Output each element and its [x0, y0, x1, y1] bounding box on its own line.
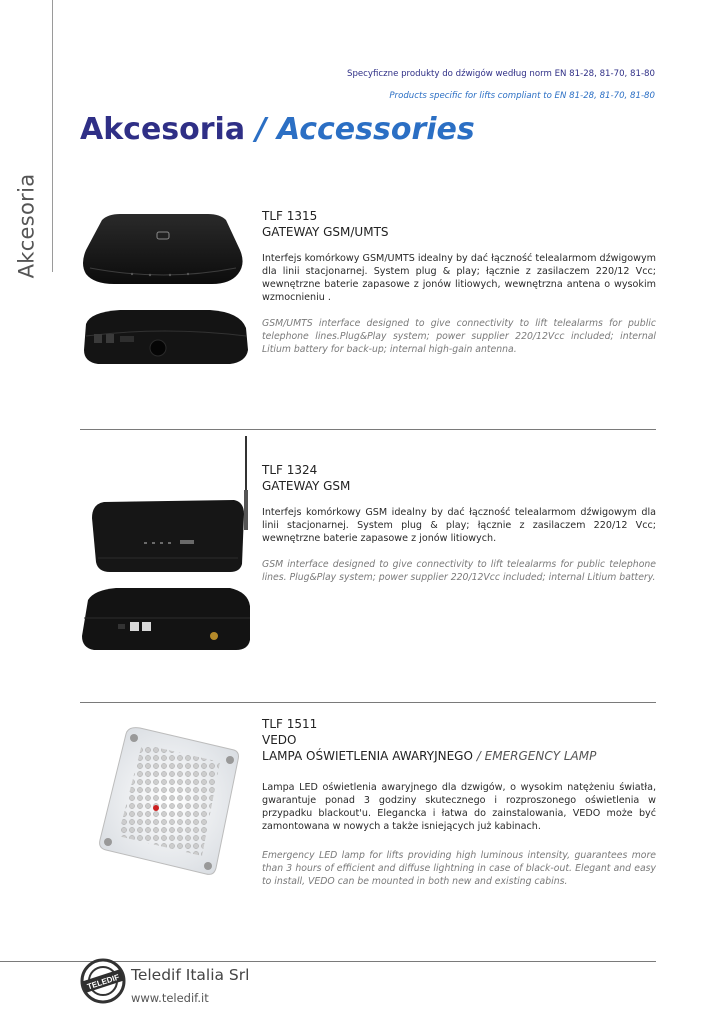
header-norms-en: Products specific for lifts compliant to EN 81-28, 81-70, 81-80 — [389, 91, 655, 101]
logo-text: TELEDIF — [86, 972, 121, 992]
product-description-pl: Lampa LED oświetlenia awaryjnego dla dzwigów, o wysokim natężeniu światła, gwarantuje ponad 3 godziny skutecznego i rozproszonego oświetlenia w przypadku blackout'u. Elegancka i łatwa do zainstalowania, VEDO może być zamontowana w nowych a także isniejących już kabinach. — [262, 782, 656, 832]
product-code: TLF 1324 — [262, 463, 318, 477]
product-subcode: VEDO — [262, 733, 297, 747]
product-name: GATEWAY GSM — [262, 479, 351, 493]
product-name-pl: LAMPA OŚWIETLENIA AWARYJNEGO — [262, 749, 473, 763]
product-section-tlf1511 — [262, 716, 656, 888]
product-name — [262, 748, 656, 764]
vertical-rule — [52, 0, 53, 272]
product-description-en: GSM interface designed to give connectivity to lift telealarms for public telephone lines. Plug&Play system; power supplier 220/12Vcc included; internal Litium battery. — [262, 559, 656, 583]
product-description-en: Emergency LED lamp for lifts providing high luminous intensity, guarantees more than 3 hours of efficient and diffuse lightning in case of black-out. Elegant and easy to install, VEDO can be mounted in both new and existing cabins. — [262, 850, 656, 887]
website-link[interactable]: www.teledif.it — [131, 991, 209, 1005]
product-name-en: / EMERGENCY LAMP — [476, 749, 597, 763]
header-norms-pl: Specyficzne produkty do dźwigów według norm EN 81-28, 81-70, 81-80 — [346, 69, 655, 79]
gateway-gsm-back-image — [80, 584, 254, 654]
page-title-pl: Akcesoria — [80, 112, 246, 147]
side-section-title — [2, 173, 50, 279]
product-description-pl: Interfejs komórkowy GSM idealny by dać łączność telealarmom dźwigowym dla linii stacjonarnej. System plug & play; łącznie z zasilaczem 220/12 Vcc; wewnętrzne baterie zapasowe z jonów litiowych. — [262, 507, 656, 544]
product-code: TLF 1511 — [262, 717, 318, 731]
product-description-pl: Interfejs komórkowy GSM/UMTS idealny by dać łączność telealarmom dźwigowym dla linii stacjonarnej. System plug & play; łącznie z zasilaczem 220/12 Vcc; wewnętrzne baterie zapasowe z jonów litiowych, wewnętrzna antena o wysokim wzmocnieniu . — [262, 253, 656, 303]
gateway-umts-back-image — [80, 306, 250, 368]
product-section-tlf1315 — [262, 208, 656, 356]
product-description-en: GSM/UMTS interface designed to give connectivity to lift telealarms for public telephone lines.Plug&Play system; power supplier 220/12Vcc included; internal Litium battery for back-up; internal high-gain antenna. — [262, 318, 656, 355]
company-name: Teledif Italia Srl — [131, 966, 250, 984]
section-divider — [80, 429, 656, 430]
page-title-en: / Accessories — [255, 112, 475, 147]
side-title-text: Akcesoria — [14, 173, 39, 279]
gateway-gsm-top-image — [88, 434, 254, 574]
product-section-tlf1324 — [262, 462, 656, 584]
section-divider — [80, 702, 656, 703]
emergency-lamp-image — [96, 722, 242, 878]
teledif-logo-icon — [80, 958, 126, 1004]
gateway-umts-top-image — [80, 212, 246, 288]
product-code: TLF 1315 — [262, 209, 318, 223]
product-name: GATEWAY GSM/UMTS — [262, 225, 389, 239]
page-title — [80, 112, 475, 147]
